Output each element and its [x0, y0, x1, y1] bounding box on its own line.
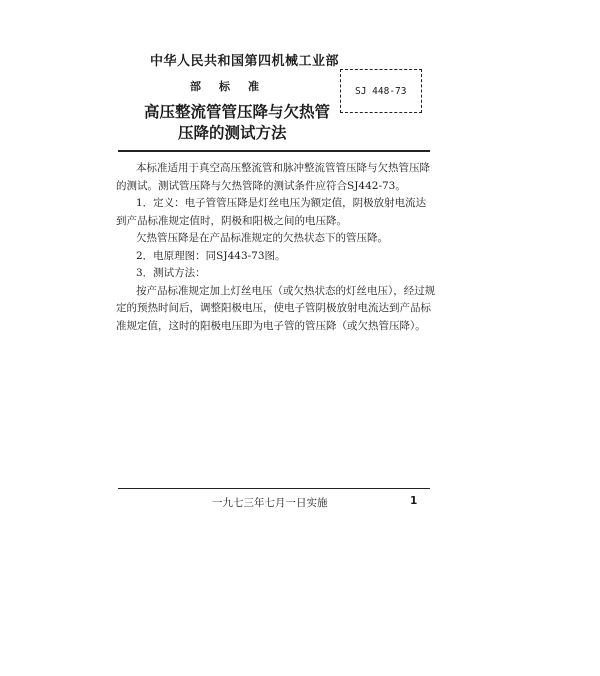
bottom-rule — [118, 488, 430, 489]
document-title-line2: 压降的测试方法 — [178, 124, 287, 142]
circuit-paragraph: 2．电原理图：同SJ443-73图。 — [136, 249, 286, 262]
body-text — [116, 160, 436, 335]
scope-paragraph: 本标准适用于真空高压整流管和脉冲整流管管压降与欠热管压降的测试。测试管压降与欠热管降的测试条件应符合SJ442-73。 — [116, 162, 430, 192]
ministry-name: 中华人民共和国第四机械工业部 — [150, 54, 340, 69]
standard-type: 部标准 — [190, 80, 277, 93]
method-heading: 3．测试方法： — [136, 267, 206, 279]
top-rule — [118, 150, 430, 152]
underheat-definition-paragraph: 欠热管压降是在产品标准规定的欠热状态下的管压降。 — [136, 232, 388, 244]
page-number: 1 — [410, 495, 418, 507]
document-title-line1: 高压整流管管压降与欠热管 — [144, 103, 331, 121]
method-paragraph: 按产品标准规定加上灯丝电压（或欠热状态的灯丝电压），经过规定的预热时间后，调整阳极电压，使电子管阴极放射电流达到产品标准规定值，这时的阳极电压即为电子管的管压降（或欠热管压降）。 — [116, 284, 436, 332]
definition-paragraph: 1．定义：电子管管压降是灯丝电压为额定值，阴极放射电流达到产品标准规定值时，阴极和阳极之间的电压降。 — [116, 197, 427, 227]
standard-code: SJ 448-73 — [355, 86, 407, 97]
effective-date: 一九七三年七月一日实施 — [212, 497, 328, 509]
